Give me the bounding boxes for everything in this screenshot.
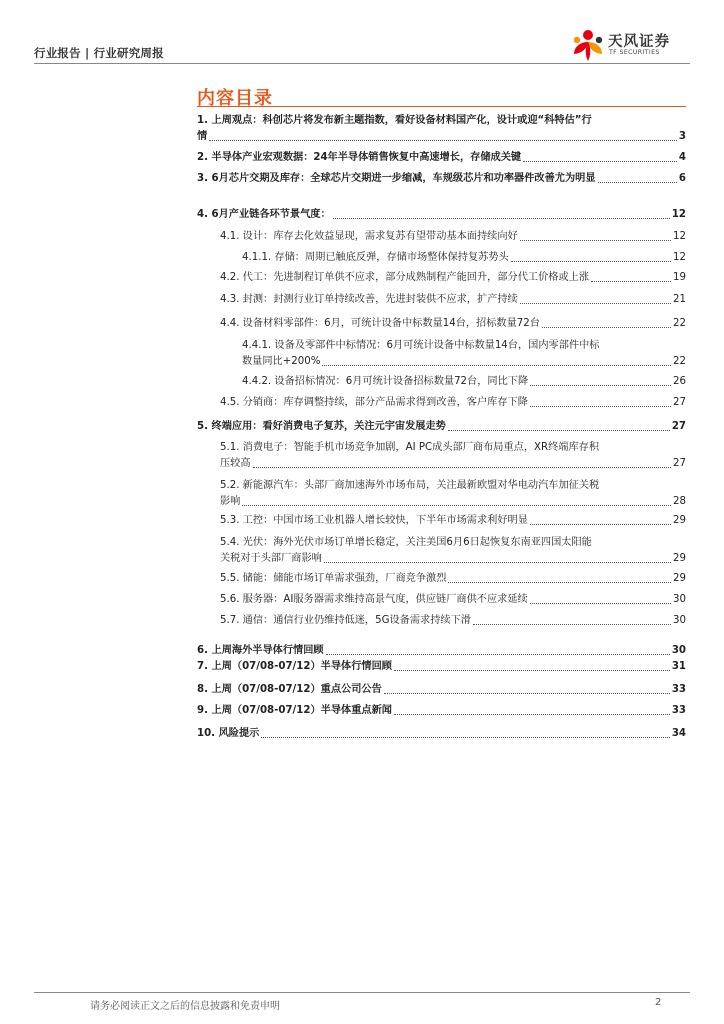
toc-page-number: 31 xyxy=(671,661,686,672)
toc-page-number: 30 xyxy=(673,615,686,626)
toc-page-number: 27 xyxy=(671,421,686,432)
toc-entry[interactable] xyxy=(197,150,686,166)
toc-entry-title-cont: 压较高 xyxy=(220,458,251,469)
leader-dots xyxy=(520,303,671,304)
footer-disclaimer: 请务必阅读正文之后的信息披露和免责申明 xyxy=(90,1001,280,1012)
toc-entry-title: 5.5. 储能：储能市场订单需求强劲，厂商竞争激烈 xyxy=(220,573,447,584)
toc-entry-title: 5.7. 通信：通信行业仍维持低迷，5G设备需求持续下滑 xyxy=(220,615,471,626)
toc-entry-title: 5.3. 工控：中国市场工业机器人增长较快，下半年市场需求利好明显 xyxy=(220,515,528,526)
toc-entry[interactable] xyxy=(242,250,686,266)
leader-dots xyxy=(473,624,671,625)
toc-entry-title: 3. 6月芯片交期及库存：全球芯片交期进一步缩减，车规级芯片和功率器件改善尤为明显 xyxy=(197,173,596,184)
leader-dots xyxy=(511,261,671,262)
toc-entry-title: 9. 上周（07/08-07/12）半导体重点新闻 xyxy=(197,705,392,716)
toc-page-number: 27 xyxy=(673,458,686,469)
toc-entry[interactable] xyxy=(220,478,686,510)
toc-entry-title: 4.5. 分销商：库存调整持续，部分产品需求得到改善，客户库存下降 xyxy=(220,397,528,408)
toc-entry-title: 4.2. 代工：先进制程订单供不应求，部分成熟制程产能回升，部分代工价格或上涨 xyxy=(220,272,590,283)
toc-entry-title-cont: 情 xyxy=(197,131,208,142)
toc-entry-title: 8. 上周（07/08-07/12）重点公司公告 xyxy=(197,684,382,695)
toc-entry[interactable] xyxy=(220,270,686,286)
toc-page-number: 30 xyxy=(671,645,686,656)
toc-page-number: 12 xyxy=(673,231,686,242)
toc-entry-title: 4.4.1. 设备及零部件中标情况：6月可统计设备中标数量14台，国内零部件中标 xyxy=(242,340,600,351)
toc-page-number: 30 xyxy=(673,594,686,605)
toc-divider xyxy=(197,106,686,107)
toc-entry[interactable] xyxy=(197,659,686,675)
toc-entry[interactable] xyxy=(220,571,686,587)
toc-entry[interactable] xyxy=(197,113,686,145)
logo-subtitle: TF SECURITIES xyxy=(609,49,660,56)
toc-page-number: 27 xyxy=(673,397,686,408)
toc-page-number: 33 xyxy=(671,684,686,695)
toc-entry[interactable] xyxy=(197,703,686,719)
leader-dots xyxy=(394,714,670,715)
toc-entry[interactable] xyxy=(197,643,686,659)
leader-dots xyxy=(591,281,671,282)
footer-divider xyxy=(34,992,690,993)
toc-entry-title: 4.4.2. 设备招标情况：6月可统计设备招标数量72台，同比下降 xyxy=(242,376,529,387)
leader-dots xyxy=(253,467,671,468)
company-logo xyxy=(568,26,688,62)
toc-entry-title: 6. 上周海外半导体行情回顾 xyxy=(197,645,324,656)
toc-page-number: 12 xyxy=(673,252,686,263)
toc-page-number: 21 xyxy=(673,294,686,305)
leader-dots xyxy=(261,737,669,738)
toc-page-number: 3 xyxy=(678,131,686,142)
toc-entry-title-cont: 数量同比+200% xyxy=(242,356,321,367)
leader-dots xyxy=(448,430,670,431)
toc-entry-title: 10. 风险提示 xyxy=(197,728,260,739)
leader-dots xyxy=(242,505,671,506)
toc-entry[interactable] xyxy=(197,171,686,187)
leader-dots xyxy=(333,218,670,219)
logo-mark-icon xyxy=(568,26,608,62)
toc-entry-title: 4.1.1. 存储：周期已触底反弹，存储市场整体保持复苏势头 xyxy=(242,252,509,263)
toc-entry-title: 4.4. 设备材料零部件：6月，可统计设备中标数量14台，招标数量72台 xyxy=(220,318,540,329)
leader-dots xyxy=(598,182,677,183)
toc-entry[interactable] xyxy=(220,613,686,629)
toc-page-number: 4 xyxy=(678,152,686,163)
leader-dots xyxy=(542,327,671,328)
toc-entry[interactable] xyxy=(220,395,686,411)
toc-page-number: 29 xyxy=(673,515,686,526)
toc-entry-title: 1. 上周观点：科创芯片将发布新主题指数，看好设备材料国产化，设计或迎“科特估”行 xyxy=(197,115,592,126)
toc-entry-title: 5.1. 消费电子：智能手机市场竞争加剧，AI PC成头部厂商布局重点，XR终端库存积 xyxy=(220,442,600,453)
toc-page-number: 6 xyxy=(678,173,686,184)
leader-dots xyxy=(530,385,671,386)
leader-dots xyxy=(209,140,677,141)
toc-entry[interactable] xyxy=(220,592,686,608)
leader-dots xyxy=(326,654,670,655)
leader-dots xyxy=(523,161,677,162)
logo-brand-name: 天风证券 xyxy=(608,34,670,50)
leader-dots xyxy=(384,693,670,694)
toc-page-number: 26 xyxy=(673,376,686,387)
toc-entry[interactable] xyxy=(220,292,686,308)
toc-page-number: 29 xyxy=(673,553,686,564)
toc-page-number: 33 xyxy=(671,705,686,716)
toc-entry[interactable] xyxy=(220,513,686,529)
toc-entry[interactable] xyxy=(242,374,686,390)
toc-entry-title: 5.4. 光伏：海外光伏市场订单增长稳定，关注美国6月6日起恢复东南亚四国太阳能 xyxy=(220,537,592,548)
toc-page-number: 34 xyxy=(671,728,686,739)
toc-entry[interactable] xyxy=(220,535,686,567)
toc-entry[interactable] xyxy=(220,316,686,332)
leader-dots xyxy=(448,582,671,583)
toc-entry-title: 5.2. 新能源汽车：头部厂商加速海外市场布局，关注最新欧盟对华电动汽车加征关税 xyxy=(220,480,600,491)
toc-entry[interactable] xyxy=(220,229,686,245)
header-divider xyxy=(34,63,690,64)
leader-dots xyxy=(530,524,671,525)
leader-dots xyxy=(530,603,671,604)
leader-dots xyxy=(322,365,671,366)
toc-entry[interactable] xyxy=(197,419,686,435)
toc-entry[interactable] xyxy=(197,726,686,742)
toc-page-number: 19 xyxy=(673,272,686,283)
toc-entry[interactable] xyxy=(197,682,686,698)
toc-entry-title-cont: 关税对于头部厂商影响 xyxy=(220,553,322,564)
toc-page-number: 29 xyxy=(673,573,686,584)
toc-page-number: 22 xyxy=(673,356,686,367)
toc-entry-title: 4.3. 封测：封测行业订单持续改善，先进封装供不应求，扩产持续 xyxy=(220,294,518,305)
toc-entry-title: 2. 半导体产业宏观数据：24年半导体销售恢复中高速增长，存储成关键 xyxy=(197,152,522,163)
toc-page-number: 22 xyxy=(673,318,686,329)
leader-dots xyxy=(520,240,671,241)
toc-entry[interactable] xyxy=(220,440,686,472)
leader-dots xyxy=(324,562,671,563)
toc-entry[interactable] xyxy=(197,207,686,223)
toc-page-number: 12 xyxy=(671,209,686,220)
toc-entry-title-cont: 影响 xyxy=(220,496,241,507)
toc-heading: 内容目录 xyxy=(197,88,273,109)
toc-entry-title: 4.1. 设计：库存去化效益显现，需求复苏有望带动基本面持续向好 xyxy=(220,231,518,242)
toc-entry-title: 7. 上周（07/08-07/12）半导体行情回顾 xyxy=(197,661,392,672)
toc-entry-title: 4. 6月产业链各环节景气度： xyxy=(197,209,331,220)
leader-dots xyxy=(394,670,670,671)
toc-page-number: 28 xyxy=(673,496,686,507)
report-category: 行业报告 | 行业研究周报 xyxy=(34,46,164,60)
toc-entry-title: 5. 终端应用：看好消费电子复苏，关注元宇宙发展走势 xyxy=(197,421,446,432)
toc-entry-title: 5.6. 服务器：AI服务器需求维持高景气度，供应链厂商供不应求延续 xyxy=(220,594,528,605)
page-number: 2 xyxy=(655,997,662,1008)
leader-dots xyxy=(530,406,671,407)
toc-entry[interactable] xyxy=(242,338,686,370)
